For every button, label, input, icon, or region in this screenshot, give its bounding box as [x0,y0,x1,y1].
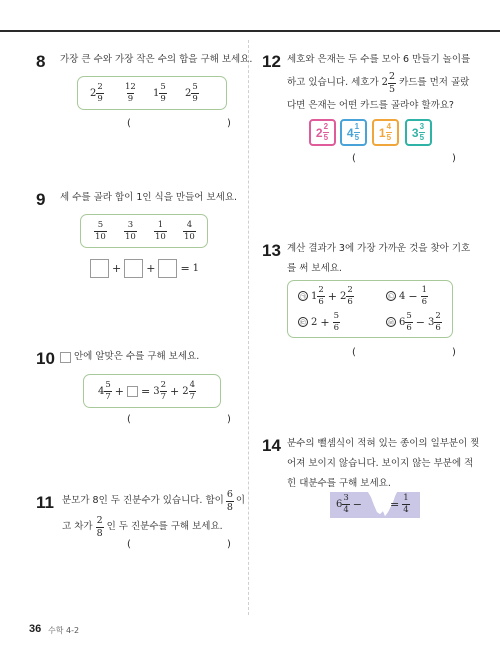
question-11-number: 11 [36,493,54,512]
answer-blank-2[interactable] [124,259,143,278]
card-option-1[interactable]: 2 2 5 [309,119,336,146]
page-number: 36 [29,623,42,635]
answer-blank[interactable] [127,386,138,397]
column-divider [248,40,249,615]
question-13-text-line-2: 를 써 보세요. [287,263,342,274]
top-rule [0,30,500,32]
option-d[interactable]: ㉣ 6 5 6 − 3 2 6 [387,311,441,333]
question-14-number: 14 [262,436,281,455]
q8-item-4: 2 5 9 [185,82,198,104]
q9-item-2: 3 10 [125,220,136,242]
question-10-answer[interactable]: ( ) [127,414,231,425]
q9-item-1: 5 10 [95,220,106,242]
answer-blank-1[interactable] [90,259,109,278]
question-12-text-line-1: 세호와 은재는 두 수를 모아 6 만들기 놀이를 [287,54,471,65]
page-subject: 수학 4-2 [48,626,80,635]
question-10-equation: 4 5 7 + = 3 2 7 + 2 4 7 [98,380,196,402]
question-11-answer[interactable]: ( ) [127,539,231,550]
card-option-3[interactable]: 1 4 5 [372,119,399,146]
question-8-number-box [77,76,227,110]
question-8-text: 가장 큰 수와 가장 작은 수의 합을 구해 보세요. [60,54,253,65]
question-8-number: 8 [36,52,46,71]
question-9-text: 세 수를 골라 합이 1인 식을 만들어 보세요. [60,192,238,203]
question-11-text-line-1: 분모가 8인 두 진분수가 있습니다. 합이 6 8 이 [62,489,246,513]
question-14-text-line-2: 어져 보이지 않습니다. 보이지 않는 부분에 적 [287,458,474,469]
question-12-text-line-3: 다면 은재는 어떤 카드를 골라야 할까요? [287,100,454,111]
question-11-text-line-2: 고 차가 2 8 인 두 진분수를 구해 보세요. [62,515,223,539]
question-13-answer[interactable]: ( ) [352,347,456,358]
answer-blank-3[interactable] [158,259,177,278]
card-option-2[interactable]: 4 1 5 [340,119,367,146]
question-10-text: 안에 알맞은 수를 구해 보세요. [60,344,199,370]
question-13-options-box [287,280,453,338]
option-c[interactable]: ㉢ 2 + $\frac{5}{6}$ [299,311,340,333]
q9-item-4: 4 10 [184,220,195,242]
question-9-equation: + + = 1 [90,259,199,278]
card-option-4[interactable]: 3 3 5 [405,119,432,146]
q8-item-1: 2 2 9 [90,82,103,104]
question-9-number: 9 [36,190,46,209]
question-13-number: 13 [262,241,281,260]
q9-item-3: 1 10 [155,220,166,242]
option-a[interactable]: ㉠ 1 2 6 + 2 2 6 [299,285,353,307]
question-14-text-line-3: 힌 대분수를 구해 보세요. [287,478,391,489]
question-9-number-box [80,214,208,248]
question-12-number: 12 [262,52,281,71]
question-14-text-line-1: 분수의 뺄셈식이 적혀 있는 종이의 일부분이 찢 [287,438,480,449]
question-14-equation: 6 3 4 − = $\frac{1}{4}$ [336,493,409,515]
blank-square-icon [60,352,71,363]
question-13-text-line-1: 계산 결과가 3에 가장 가까운 것을 찾아 기호 [287,243,471,254]
question-10-number: 10 [36,349,55,368]
q8-item-3: 1 5 9 [153,82,166,104]
question-12-text-line-2: 하고 있습니다. 세호가 2 2 5 카드를 먼저 골랐 [287,71,470,95]
q8-item-2: 12 9 [125,82,136,104]
question-12-answer[interactable]: ( ) [352,153,456,164]
question-8-answer[interactable]: ( ) [127,118,231,129]
question-10-equation-box [83,374,221,408]
option-b[interactable]: ㉡ 4 − $\frac{1}{6}$ [387,285,428,307]
